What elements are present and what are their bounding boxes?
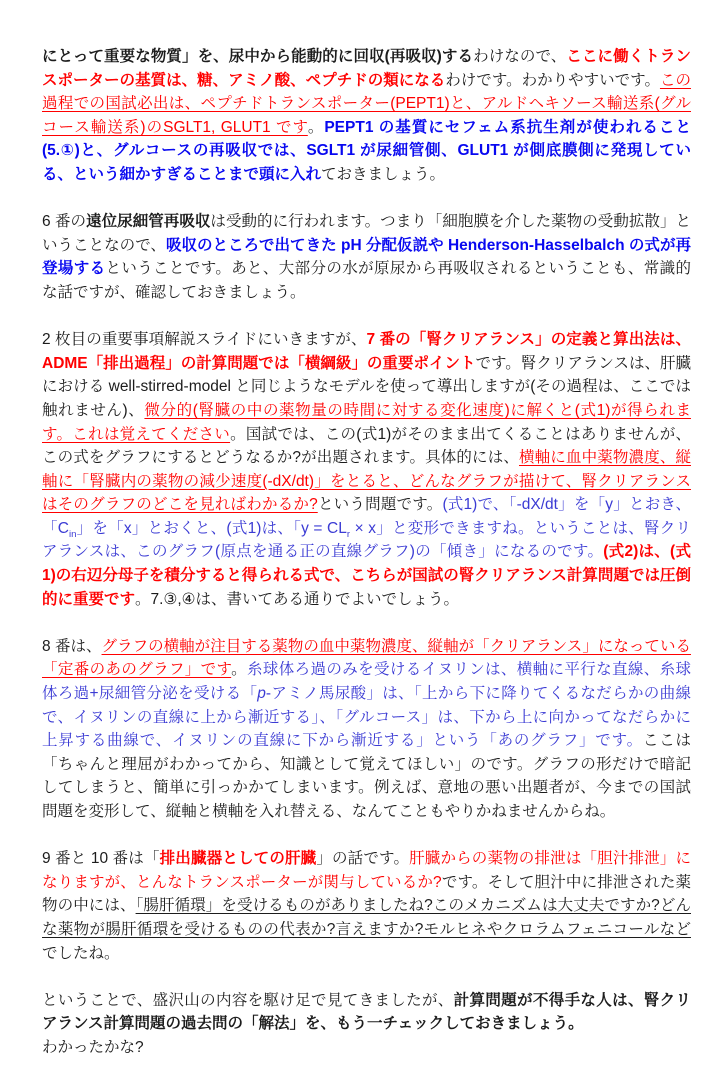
text-run: -アミノ馬尿酸」は、「上から下に降りてくるなだらかの曲線で、イヌリンの直線に上から漸近する」、「グルコース」は、下から上に向かってなだらかに上昇する曲線で、イヌリンの直線に下から漸近する」という「あのグラフ」です。 — [42, 685, 691, 750]
text-run: にとって重要な物質」を、尿中から能動的に回収(再吸収)する — [42, 48, 474, 65]
text-run: 吸収のところで出てきた pH 分配仮説や Henderson-Hasselbalch の式が再登場する — [42, 236, 691, 278]
text-run: in — [68, 528, 77, 540]
text-run: 横軸に血中薬物濃度、縦軸に「腎臓内の薬物の減少速度(-dX/dt)」をとると、どんなグラフが描けて、腎クリアランスはそのグラフのどこを見ればわかるか? — [42, 449, 691, 514]
text-run: 。 — [307, 118, 325, 136]
text-run: 9 番と 10 番は「 — [42, 850, 160, 868]
text-run: です。そして胆汁中に排泄された薬物の中には、 — [42, 873, 691, 915]
text-run: わけです。わかりやすいです。 — [445, 71, 660, 89]
text-run: (式2)は、(式1)の右辺分母子を積分すると得られる式で、こちらが国試の腎クリアランス計算問題では圧倒的に重要です — [42, 543, 691, 608]
text-run: 8 番は、 — [42, 637, 102, 655]
text-run: わかったかな? — [42, 1038, 144, 1056]
text-run: p — [257, 685, 266, 703]
paragraph-1 — [42, 45, 691, 187]
paragraph-4 — [42, 635, 691, 824]
text-run: この過程での国試必出は、ペプチドトランスポーター(PEPT1)と、アルドヘキソース輸送系(グルコース輸送系)のSGLT1, GLUT1 です — [42, 71, 691, 136]
text-run: 「腸肝循環」を受けるものがありましたね?このメカニズムは大丈夫ですか?どんな薬物が腸肝循環を受けるものの代表か?言えますか?モルヒネやクロラムフェニコールなど — [42, 897, 691, 938]
text-run: という問題です。 — [317, 496, 443, 514]
text-run: 肝臓からの薬物の排泄は「胆汁排泄」になりますが、とんなトランスポーターが関与しているか? — [42, 850, 691, 891]
text-run: r — [346, 528, 351, 540]
text-run: 7 番の「腎クリアランス」の定義と算出法は、ADME「排出過程」の計算問題では「横綱級」の重要ポイント — [42, 331, 691, 372]
text-run: でしたね。 — [42, 944, 120, 962]
text-run: (式1)で、「-dX/dt」を「y」とおき、「C — [42, 496, 692, 537]
text-run: 糸球体ろ過のみを受けるイヌリンは、横軸に平行な直線、糸球体ろ過+尿細管分泌を受ける「 — [42, 661, 691, 703]
paragraph-2 — [42, 210, 691, 304]
paragraph-5 — [42, 847, 691, 965]
text-run: ここに働くトランスポーターの基質は、糖、アミノ酸、ペプチドの類になる — [42, 48, 691, 89]
text-run: 。国試では、この(式1)がそのまま出てくることはありませんが、この式をグラフにするとどうなるか?が出題されます。具体的には、 — [42, 425, 692, 467]
text-run: 」の話です。 — [316, 850, 410, 868]
text-run: ここは「ちゃんと理屈がわかってから、知識として覚えてほしい」のです。グラフの形だけで暗記してしまうと、簡単に引っかかてしまいます。例えば、意地の悪い出題者が、今までの国試問題を変形して、縦軸と横軸を入れ替える、なんてこともやりかねませんからね。 — [42, 732, 691, 820]
text-run: ということで、盛沢山の内容を駆け足で見てきましたが、 — [42, 991, 454, 1009]
text-run: わけなので、 — [473, 48, 567, 65]
text-run: ということです。あと、大部分の水が原尿から再吸収されるということも、常識的な話ですが、確認しておきましょう。 — [42, 260, 691, 301]
document-body — [42, 45, 691, 1060]
text-run: です。腎クリアランスは、肝臓における well-stirred-model と同じようなモデルを使って導出しますが(その過程は、ここでは触れません)、 — [42, 354, 691, 419]
text-run: 6 番の — [42, 213, 87, 231]
text-run: 2 枚目の重要事項解説スライドにいきますが、 — [42, 331, 367, 349]
paragraph-6 — [42, 989, 691, 1036]
paragraph-7 — [42, 1036, 691, 1060]
text-run: × x」と変形できますね。ということは、腎クリアランスは、このグラフ(原点を通る正の直線グラフ)の「傾き」になるのです。 — [42, 519, 691, 561]
text-run: 微分的(腎臓の中の薬物量の時間に対する変化速度)に解くと(式1)が得られます。これは覚えてください — [42, 401, 691, 443]
text-run: ておきましょう。 — [321, 165, 446, 183]
paragraph-3 — [42, 328, 691, 611]
text-run: 排出臓器としての肝臓 — [159, 850, 317, 868]
text-run: 。 — [231, 661, 248, 679]
text-run: 。7.③,④は、書いてある通りでよいでしょう。 — [135, 590, 460, 608]
text-run: 」を「x」とおくと、(式1)は、「y = CL — [76, 519, 347, 537]
text-run: 計算問題が不得手な人は、腎クリアランス計算問題の過去問の「解法」を、もう一チェックしておきましょう。 — [42, 991, 691, 1033]
text-run: は受動的に行われます。つまり「細胞膜を介した薬物の受動拡散」ということなので、 — [42, 213, 691, 254]
text-run: PEPT1 の基質にセフェム系抗生剤が使われること(5.①)と、グルコースの再吸収では、SGLT1 が尿細管側、GLUT1 が側底膜側に発現している、という細かすぎることまで頭に入れ — [42, 118, 691, 183]
text-run: グラフの横軸が注目する薬物の血中薬物濃度、縦軸が「クリアランス」になっている「定番のあのグラフ」です — [42, 637, 691, 679]
text-run: 遠位尿細管再吸収 — [86, 213, 211, 231]
